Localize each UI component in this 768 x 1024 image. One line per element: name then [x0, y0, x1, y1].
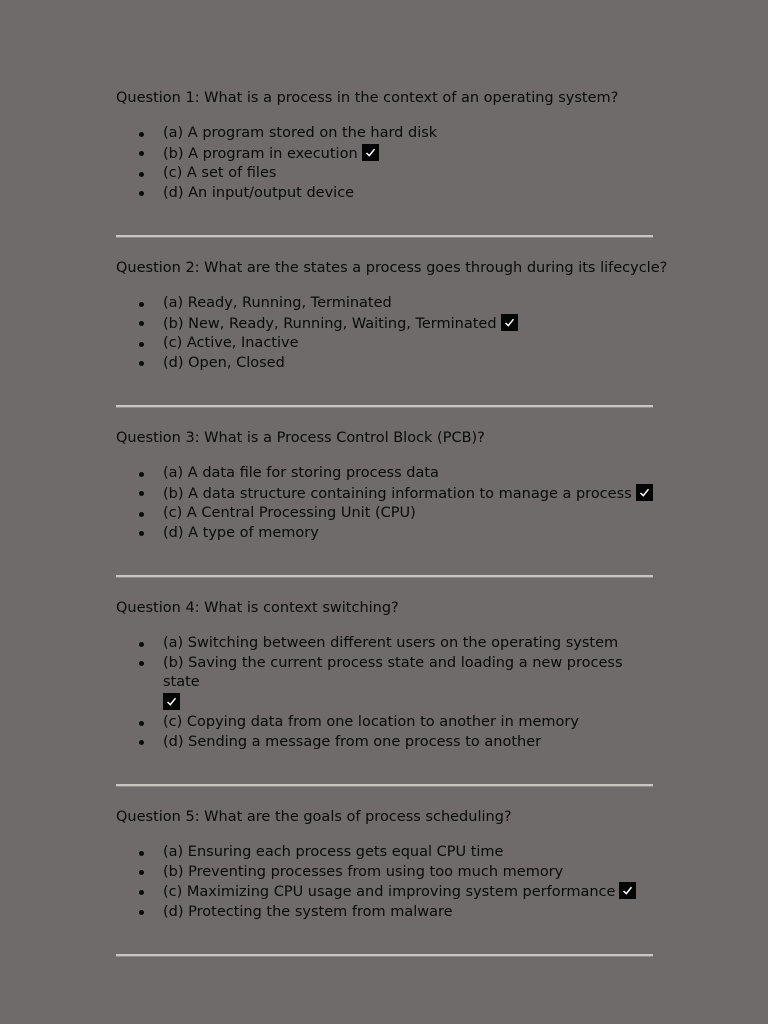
quiz-content: [116, 88, 668, 977]
bullet-icon: [139, 531, 144, 536]
option-item: [116, 882, 653, 903]
option-item: [116, 713, 653, 733]
divider: [116, 784, 653, 787]
option-text: (c) A set of files: [163, 165, 277, 181]
option-text: (a) Ensuring each process gets equal CPU time: [163, 844, 504, 860]
bullet-icon: [139, 172, 144, 177]
option-text: (a) A program stored on the hard disk: [163, 125, 438, 141]
option-item: [116, 184, 653, 204]
bullet-icon: [139, 472, 144, 477]
option-item: [116, 903, 653, 923]
bullet-icon: [139, 851, 144, 856]
option-text: (c) Maximizing CPU usage and improving system performance: [163, 884, 616, 900]
divider: [116, 405, 653, 408]
question-text: Question 4: What is context switching?: [116, 600, 399, 616]
bullet-icon: [139, 132, 144, 137]
option-item: [116, 164, 653, 184]
question-text: Question 3: What is a Process Control Block (PCB)?: [116, 430, 485, 446]
check-mark-icon: [163, 693, 180, 710]
option-item: [116, 733, 653, 753]
question-text: Question 1: What is a process in the context of an operating system?: [116, 90, 619, 106]
divider: [116, 575, 653, 578]
check-mark-icon: [501, 314, 518, 331]
bullet-icon: [139, 361, 144, 366]
option-list: [116, 294, 653, 373]
option-item: [116, 314, 653, 335]
question-4: [116, 598, 653, 752]
question-text: Question 2: What are the states a process goes through during its lifecycle?: [116, 260, 668, 276]
bullet-icon: [139, 191, 144, 196]
option-item: [116, 354, 653, 374]
divider: [116, 235, 653, 238]
option-item: [116, 464, 653, 484]
bullet-icon: [139, 302, 144, 307]
option-item: [116, 144, 653, 165]
bullet-icon: [139, 870, 144, 875]
divider: [116, 954, 653, 957]
option-text: (c) Copying data from one location to another in memory: [163, 714, 579, 730]
question-3: [116, 428, 653, 543]
option-text: (c) Active, Inactive: [163, 335, 299, 351]
question-1: [116, 88, 653, 203]
option-list: [116, 464, 653, 543]
option-item: [116, 634, 653, 654]
option-text: (d) Sending a message from one process to another: [163, 733, 542, 750]
option-text: (a) Ready, Running, Terminated: [163, 295, 392, 311]
option-text: (b) A data structure containing information to manage a process: [163, 485, 632, 502]
option-text: (b) A program in execution: [163, 145, 358, 162]
question-5: [116, 807, 653, 922]
option-item: [116, 334, 653, 354]
option-text: (c) A Central Processing Unit (CPU): [163, 505, 416, 521]
bullet-icon: [139, 342, 144, 347]
bullet-icon: [139, 890, 144, 895]
option-text: (b) Preventing processes from using too much memory: [163, 863, 564, 880]
option-item: [116, 863, 653, 883]
option-item: [116, 654, 653, 714]
bullet-icon: [139, 740, 144, 745]
option-item: [116, 843, 653, 863]
option-list: [116, 843, 653, 922]
bullet-icon: [139, 642, 144, 647]
bullet-icon: [139, 491, 144, 496]
option-list: [116, 634, 653, 752]
option-text: (a) Switching between different users on the operating system: [163, 635, 619, 651]
option-text: (d) Open, Closed: [163, 354, 285, 371]
option-item: [116, 484, 653, 505]
check-mark-icon: [636, 484, 653, 501]
option-text: (b) New, Ready, Running, Waiting, Terminated: [163, 315, 497, 332]
option-item: [116, 294, 653, 314]
bullet-icon: [139, 321, 144, 326]
option-text: (d) Protecting the system from malware: [163, 903, 453, 920]
option-text: (a) A data file for storing process data: [163, 465, 439, 481]
option-text: (d) A type of memory: [163, 524, 319, 541]
check-mark-icon: [619, 882, 636, 899]
question-text: Question 5: What are the goals of process scheduling?: [116, 809, 512, 825]
bullet-icon: [139, 721, 144, 726]
check-mark-icon: [362, 144, 379, 161]
question-2: [116, 258, 668, 373]
bullet-icon: [139, 661, 144, 666]
option-item: [116, 124, 653, 144]
option-item: [116, 504, 653, 524]
option-item: [116, 524, 653, 544]
option-text: (d) An input/output device: [163, 184, 355, 201]
option-text: (b) Saving the current process state and loading a new process state: [163, 654, 623, 690]
option-list: [116, 124, 653, 203]
bullet-icon: [139, 512, 144, 517]
bullet-icon: [139, 910, 144, 915]
bullet-icon: [139, 151, 144, 156]
